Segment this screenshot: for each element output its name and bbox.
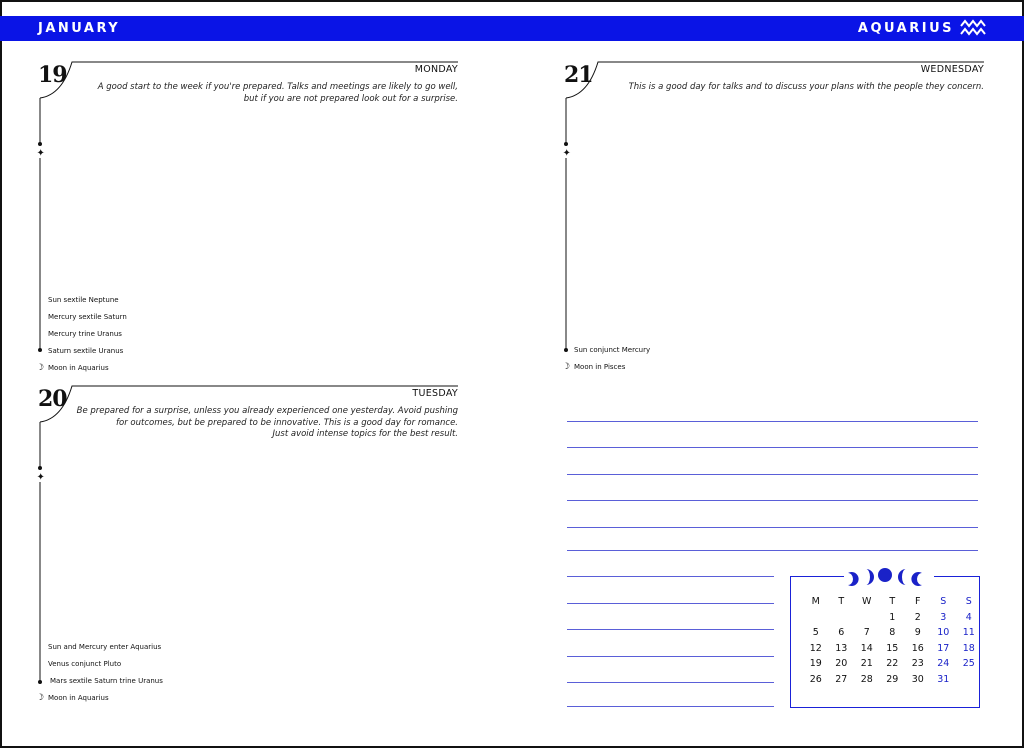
aquarius-glyph-icon [960, 19, 986, 38]
calendar-date: 14 [860, 642, 873, 654]
aspect-item: Sun conjunct Mercury [574, 346, 651, 354]
calendar-date: 20 [835, 658, 848, 670]
weekday-header: S [965, 596, 972, 607]
note-line [567, 576, 774, 577]
crescent-moon-icon: ☽ [36, 693, 45, 703]
aspect-item: Mercury sextile Saturn [48, 313, 127, 321]
note-line [567, 550, 978, 551]
calendar-date: 8 [889, 627, 896, 639]
day-forecast-text: This is a good day for talks and to discuss your plans with the people they concern. [628, 82, 984, 92]
svg-text:✦: ✦ [36, 472, 45, 483]
calendar-date: 12 [809, 642, 822, 654]
note-line [567, 500, 978, 501]
calendar-date: 28 [860, 673, 873, 685]
calendar-date: 9 [914, 627, 921, 639]
note-line [567, 527, 978, 528]
weekday-header: W [862, 596, 872, 607]
full-moon-icon [878, 568, 892, 582]
weekday-header: T [889, 596, 896, 607]
day-name: MONDAY [414, 64, 458, 75]
aspect-item: Mars sextile Saturn trine Uranus [50, 677, 163, 685]
calendar-date: 4 [965, 611, 972, 623]
calendar-date: 26 [809, 673, 822, 685]
calendar-date: 17 [937, 642, 950, 654]
weekday-header: M [811, 596, 820, 607]
svg-text:✦: ✦ [562, 148, 571, 159]
calendar-date [829, 610, 855, 626]
day-number: 20 [38, 386, 67, 412]
calendar-date [956, 672, 982, 688]
note-line [567, 629, 774, 630]
waning-crescent-icon [911, 572, 922, 586]
calendar-date: 29 [886, 673, 899, 685]
calendar-date: 3 [940, 611, 947, 623]
note-line [567, 603, 774, 604]
day-forecast-text: Be prepared for a surprise, unless you already experienced one yesterday. Avoid pushing for outcomes, but be prepared to be innovative. This is a good day for romance. Just avoid intense topics for the best result. [76, 406, 458, 439]
zodiac-sign-title: AQUARIUS [857, 21, 954, 36]
crescent-moon-icon: ☽ [562, 362, 571, 372]
month-header-bar [0, 16, 1024, 41]
aspect-list [562, 346, 651, 380]
aspect-item: Sun and Mercury enter Aquarius [48, 643, 162, 651]
first-quarter-icon [866, 569, 874, 585]
aspect-list [36, 643, 163, 711]
day-number: 21 [564, 62, 593, 88]
calendar-date: 1 [889, 611, 896, 623]
day-name: TUESDAY [412, 388, 458, 399]
calendar-date: 30 [911, 673, 924, 685]
aspect-item: Venus conjunct Pluto [48, 660, 122, 668]
calendar-date: 23 [911, 658, 924, 670]
svg-text:✦: ✦ [36, 148, 45, 159]
day-entry-20 [38, 384, 458, 714]
calendar-date: 22 [886, 658, 899, 670]
note-line [567, 656, 774, 657]
weekday-header: F [915, 596, 921, 607]
calendar-date [854, 610, 880, 626]
day-name: WEDNESDAY [920, 64, 984, 75]
day-forecast-text: A good start to the week if you're prepared. Talks and meetings are likely to go well, but if you are not prepared look out for a surprise. [97, 82, 458, 104]
calendar-grid [803, 594, 982, 688]
day-number: 19 [38, 62, 67, 88]
calendar-date: 6 [838, 627, 845, 639]
note-line [567, 421, 978, 422]
calendar-date: 19 [809, 658, 822, 670]
calendar-date: 15 [886, 642, 899, 654]
note-line [567, 447, 978, 448]
moon-sign-item: ☽ Moon in Aquarius [36, 693, 109, 703]
moon-sign-item: ☽ Moon in Pisces [562, 362, 626, 372]
calendar-date: 5 [812, 627, 819, 639]
aspect-item: Sun sextile Neptune [48, 296, 119, 304]
aspect-item: Saturn sextile Uranus [48, 347, 124, 355]
calendar-date: 24 [937, 658, 950, 670]
aspect-list [36, 296, 127, 381]
calendar-date [803, 610, 829, 626]
note-line [567, 474, 978, 475]
calendar-date: 7 [863, 627, 870, 639]
calendar-date: 2 [914, 611, 921, 623]
day-entry-19 [38, 60, 458, 380]
calendar-date: 11 [962, 627, 975, 639]
calendar-date: 18 [962, 642, 975, 654]
calendar-date: 10 [937, 627, 950, 639]
calendar-date: 13 [835, 642, 848, 654]
note-line [567, 682, 774, 683]
moon-phases [844, 565, 934, 587]
month-title: JANUARY [38, 21, 121, 36]
last-quarter-icon [898, 569, 906, 585]
calendar-date: 31 [937, 673, 950, 685]
weekday-header: T [838, 596, 845, 607]
waxing-crescent-icon [848, 572, 859, 586]
day-entry-21 [564, 60, 984, 380]
crescent-moon-icon: ☽ [36, 363, 45, 373]
calendar-date: 25 [962, 658, 975, 670]
aspect-item: Mercury trine Uranus [48, 330, 122, 338]
note-line [567, 706, 774, 707]
day-frame-lines [564, 60, 984, 380]
calendar-date: 21 [860, 658, 873, 670]
weekday-header: S [940, 596, 947, 607]
calendar-date: 16 [911, 642, 924, 654]
moon-sign-item: ☽ Moon in Aquarius [36, 363, 109, 373]
calendar-date: 27 [835, 673, 848, 685]
